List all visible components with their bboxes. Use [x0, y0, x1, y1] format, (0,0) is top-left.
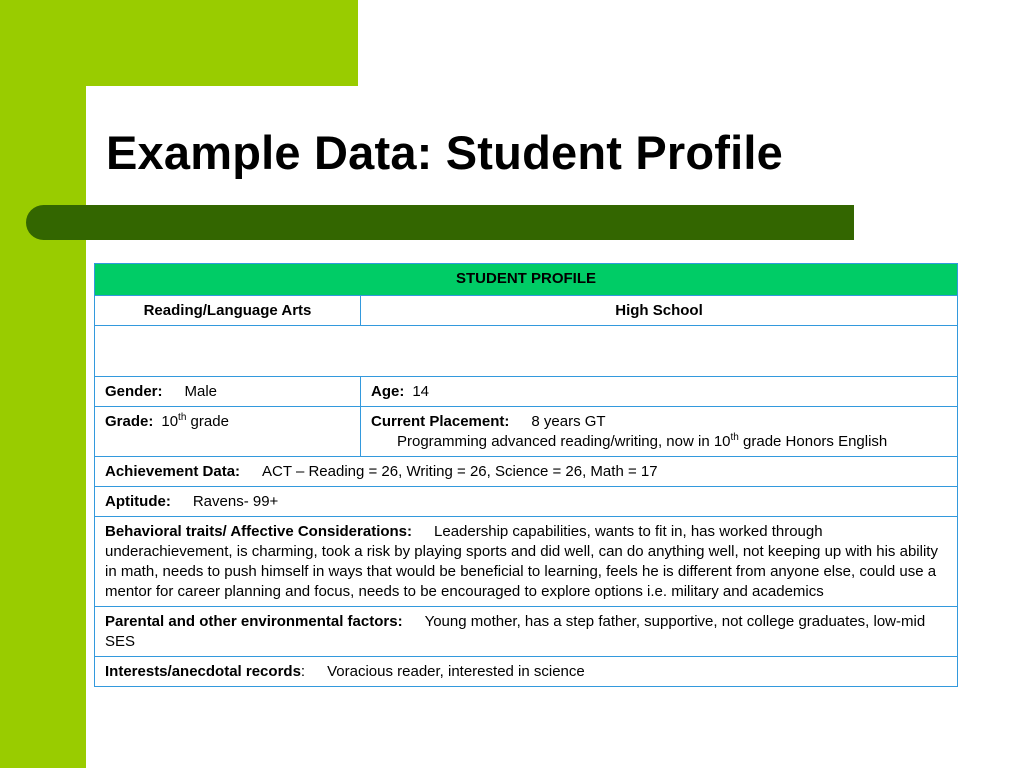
subject-cell: Reading/Language Arts: [95, 296, 361, 326]
achievement-value: ACT – Reading = 26, Writing = 26, Science = 26, Math = 17: [262, 463, 658, 480]
school-level-cell: High School: [361, 296, 958, 326]
age-cell: [361, 377, 958, 407]
placement-cell: [361, 407, 958, 457]
table-row: [95, 296, 958, 326]
achievement-cell: [95, 457, 958, 487]
table-header: STUDENT PROFILE: [95, 264, 958, 296]
gender-label: Gender:: [105, 383, 163, 400]
interests-colon: :: [300, 663, 306, 680]
table-row: [95, 487, 958, 517]
interests-cell: [95, 657, 958, 687]
grade-label: Grade:: [105, 413, 154, 430]
table-row: [95, 657, 958, 687]
table-row: [95, 457, 958, 487]
gender-cell: [95, 377, 361, 407]
title-underline-bar: [26, 205, 854, 240]
top-accent-block: [0, 0, 358, 86]
behavioral-label: Behavioral traits/ Affective Considerations:: [105, 523, 413, 540]
behavioral-value: Leadership capabilities, wants to fit in, has worked through underachievement, is charming, took a risk by playing sports and did well, can do anything well, not keeping up with his ability in math, needs to push himself in ways that would be beneficial to learning, feels he is different from anyone else, could use a mentor for career planning and focus, needs to be encouraged to explore options i.e. military and academics: [105, 523, 938, 600]
achievement-label: Achievement Data:: [105, 463, 241, 480]
student-profile-table: [94, 263, 958, 687]
parental-value: Young mother, has a step father, supportive, not college graduates, low-mid SES: [105, 613, 926, 650]
empty-cell: [95, 326, 958, 377]
aptitude-label: Aptitude:: [105, 493, 171, 510]
interests-value: Voracious reader, interested in science: [327, 663, 585, 680]
placement-detail: Programming advanced reading/writing, now in 10th grade Honors English: [397, 432, 888, 450]
age-label: Age:: [371, 383, 405, 400]
slide-title: Example Data: Student Profile: [106, 126, 783, 179]
age-value: 14: [412, 383, 430, 400]
grade-cell: [95, 407, 361, 457]
parental-label: Parental and other environmental factors:: [105, 613, 403, 630]
interests-label: Interests/anecdotal records: [105, 663, 301, 680]
grade-value: 10th grade: [161, 412, 229, 430]
placement-value: 8 years GT: [531, 413, 606, 430]
table-row: [95, 326, 958, 377]
left-accent-bar: [0, 0, 86, 768]
aptitude-value: Ravens- 99+: [192, 493, 279, 510]
aptitude-cell: [95, 487, 958, 517]
gender-value: Male: [184, 383, 218, 400]
table-row: [95, 264, 958, 296]
parental-cell: [95, 607, 958, 657]
placement-label: Current Placement:: [371, 413, 510, 430]
table-row: [95, 407, 958, 457]
behavioral-cell: [95, 517, 958, 607]
table-row: [95, 517, 958, 607]
table-row: [95, 607, 958, 657]
table-row: [95, 377, 958, 407]
